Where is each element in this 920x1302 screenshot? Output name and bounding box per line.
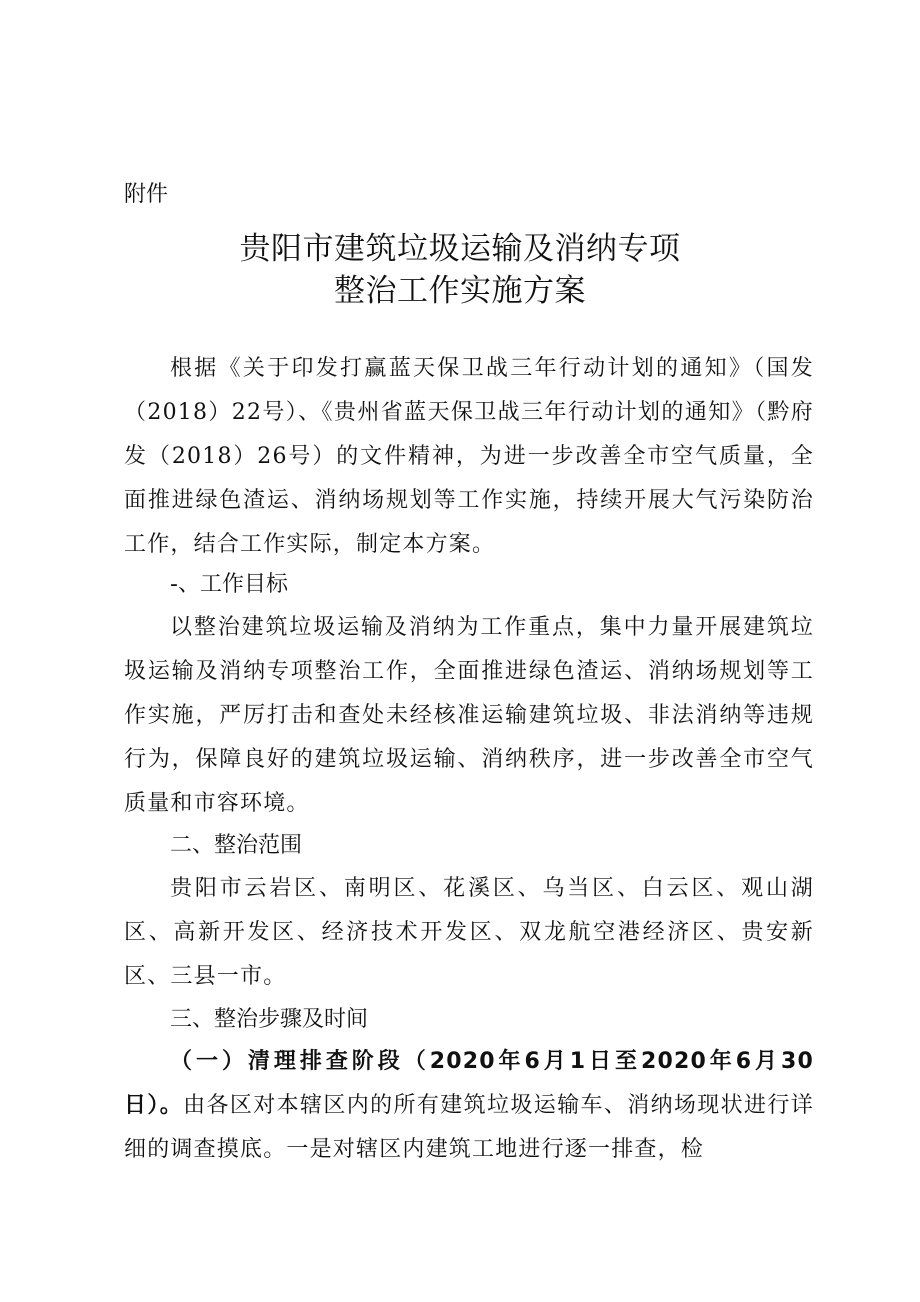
goals-paragraph: 以整治建筑垃圾运输及消纳为工作重点，集中力量开展建筑垃圾运输及消纳专项整治工作，全面推进绿色渣运、消纳场规划等工作实施，严厉打击和查处未经核准运输建筑垃圾、非法消纳等违规行为，保障良好的建筑垃圾运输、消纳秩序，进一步改善全市空气质量和市容环境。 — [124, 615, 814, 816]
document-title-line1: 贵阳市建筑垃圾运输及消纳专项 — [239, 231, 681, 267]
intro-paragraph: 根据《关于印发打赢蓝天保卫战三年行动计划的通知》（国发（2018）22号）、《贵州省蓝天保卫战三年行动计划的通知》（黔府发（2018）26号）的文件精神，为进一步改善全市空气质量，全面推进绿色渣运、消纳场规划等工作实施，持续开展大气污染防治工作，结合工作实际，制定本方案。 — [124, 356, 814, 557]
scope-paragraph: 贵阳市云岩区、南明区、花溪区、乌当区、白云区、观山湖区、高新开发区、经济技术开发区、双龙航空港经济区、贵安新区、三县一市。 — [124, 876, 814, 989]
attachment-label: 附件 — [124, 182, 169, 207]
steps-paragraph — [124, 1040, 814, 1172]
section-heading-scope: 二、整治范围 — [170, 833, 303, 858]
section-heading-goals: -、工作目标 — [170, 572, 288, 597]
stage-text: 由各区对本辖区内的所有建筑垃圾运输车、消纳场现状进行详细的调查摸底。一是对辖区内建筑工地进行逐一排查，检 — [124, 1093, 814, 1162]
stage-title: （一）清理排查阶段（2020年6月1日至2020年6月30日）。 — [124, 1049, 814, 1118]
document-title-line2: 整治工作实施方案 — [334, 273, 586, 309]
section-heading-steps: 三、整治步骤及时间 — [170, 1007, 369, 1032]
